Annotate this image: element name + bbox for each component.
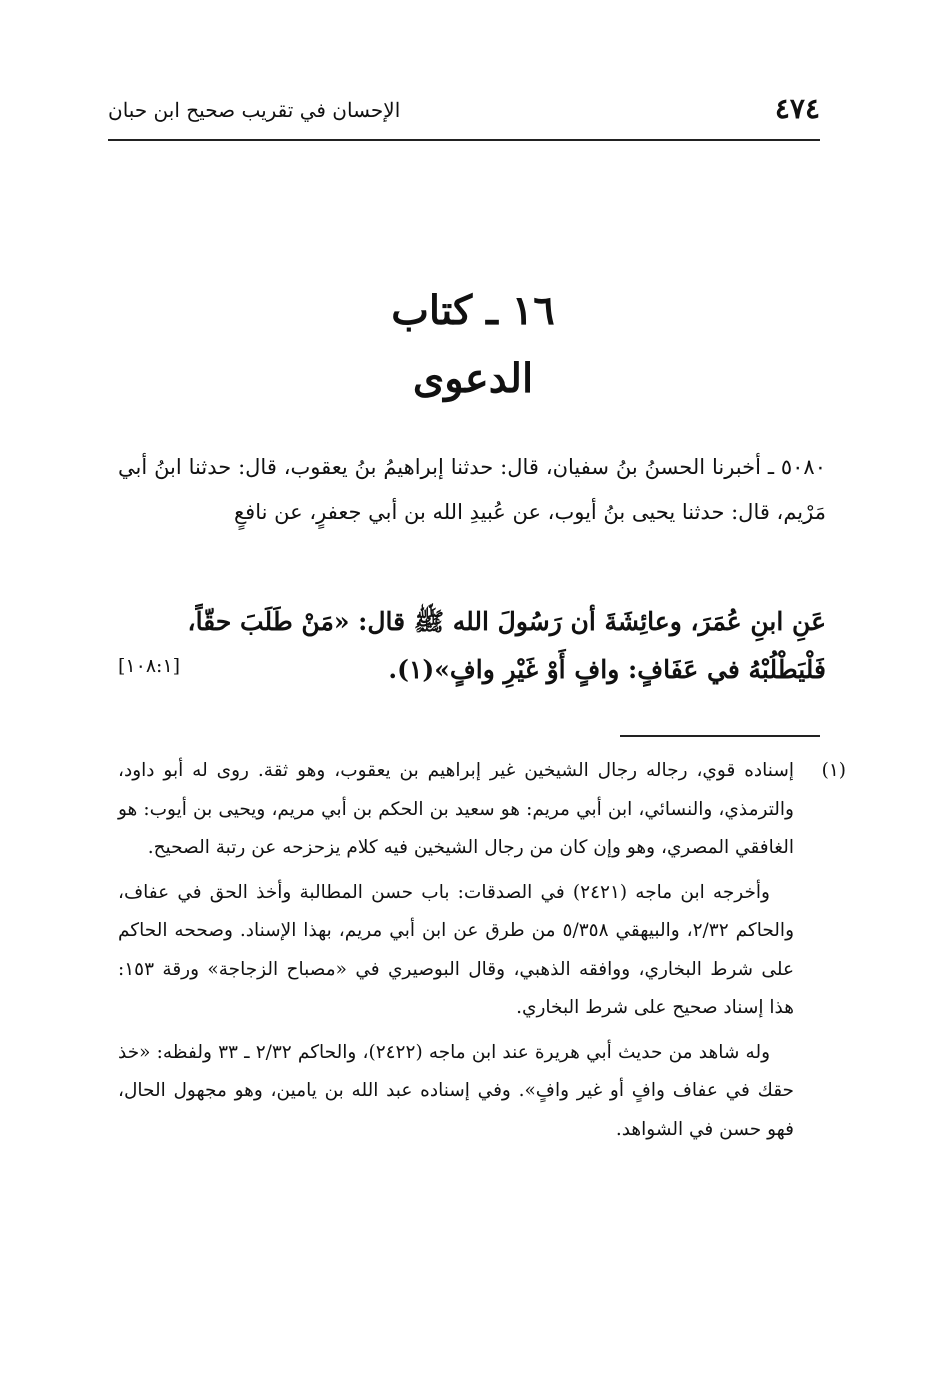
hadith-reference: [١٠٨:١] [118,655,181,677]
hadith-matn-block [118,598,826,694]
book-number-title: ١٦ ـ كتاب [391,287,555,334]
footnotes [118,752,846,1149]
footnote-number: (١) [821,760,846,781]
footnote-rule [620,735,820,737]
footnote-paragraph: وله شاهد من حديث أبي هريرة عند ابن ماجه (٢٤٢٢)، والحاكم ٢/٣٢ ـ ٣٣ ولفظه: «خذ حقك في عفاف وافٍ أو غير وافٍ». وفي إسناده عبد الله بن يامين، وهو مجهول الحال، فهو حسن في الشواهد. [118,1041,794,1140]
hadith-matn: عَنِ ابنِ عُمَرَ، وعائِشَةَ أن رَسُولَ الله ﷺ قال: «مَنْ طَلَبَ حقّاً، فَلْيَطْلُبْهُ في عَفَافٍ: وافٍ أَوْ غَيْرِ وافٍ»(١). [187,607,826,684]
footnote-paragraph: إسناده قوي، رجاله رجال الشيخين غير إبراهيم بن يعقوب، وهو ثقة. روى له أبو داود، والترمذي، والنسائي، ابن أبي مريم: هو سعيد بن الحكم بن أبي مريم، ويحيى بن أيوب: هو الغافقي المصري، وهو وإن كان من رجال الشيخين فيه كلام يزحزحه عن رتبة الصحيح. [118,760,794,858]
hadith-isnad: ٥٠٨٠ ـ أخبرنا الحسنُ بنُ سفيان، قال: حدثنا إبراهيمُ بنُ يعقوب، قال: حدثنا ابنُ أبي مَرْيم، قال: حدثنا يحيى بنُ أيوب، عن عُبيدِ الله بن أبي جعفرٍ، عن نافعٍ [118,455,826,524]
book-heading [0,282,946,408]
page-number: ٤٧٤ [774,92,820,125]
page-header [108,88,820,138]
book-subject: الدعوى [412,355,534,402]
footnote-body [118,752,794,1149]
header-rule [108,139,820,141]
running-title: الإحسان في تقريب صحيح ابن حبان [108,98,401,122]
footnote-paragraph: وأخرجه ابن ماجه (٢٤٢١) في الصدقات: باب حسن المطالبة وأخذ الحق في عفاف، والحاكم ٢/٣٢، والبيهقي ٥/٣٥٨ من طرق عن ابن أبي مريم، بهذا الإسناد. وصححه الحاكم على شرط البخاري، ووافقه الذهبي، وقال البوصيري في «مصباح الزجاجة» ورقة ١٥٣: هذا إسناد صحيح على شرط البخاري. [118,881,795,1018]
